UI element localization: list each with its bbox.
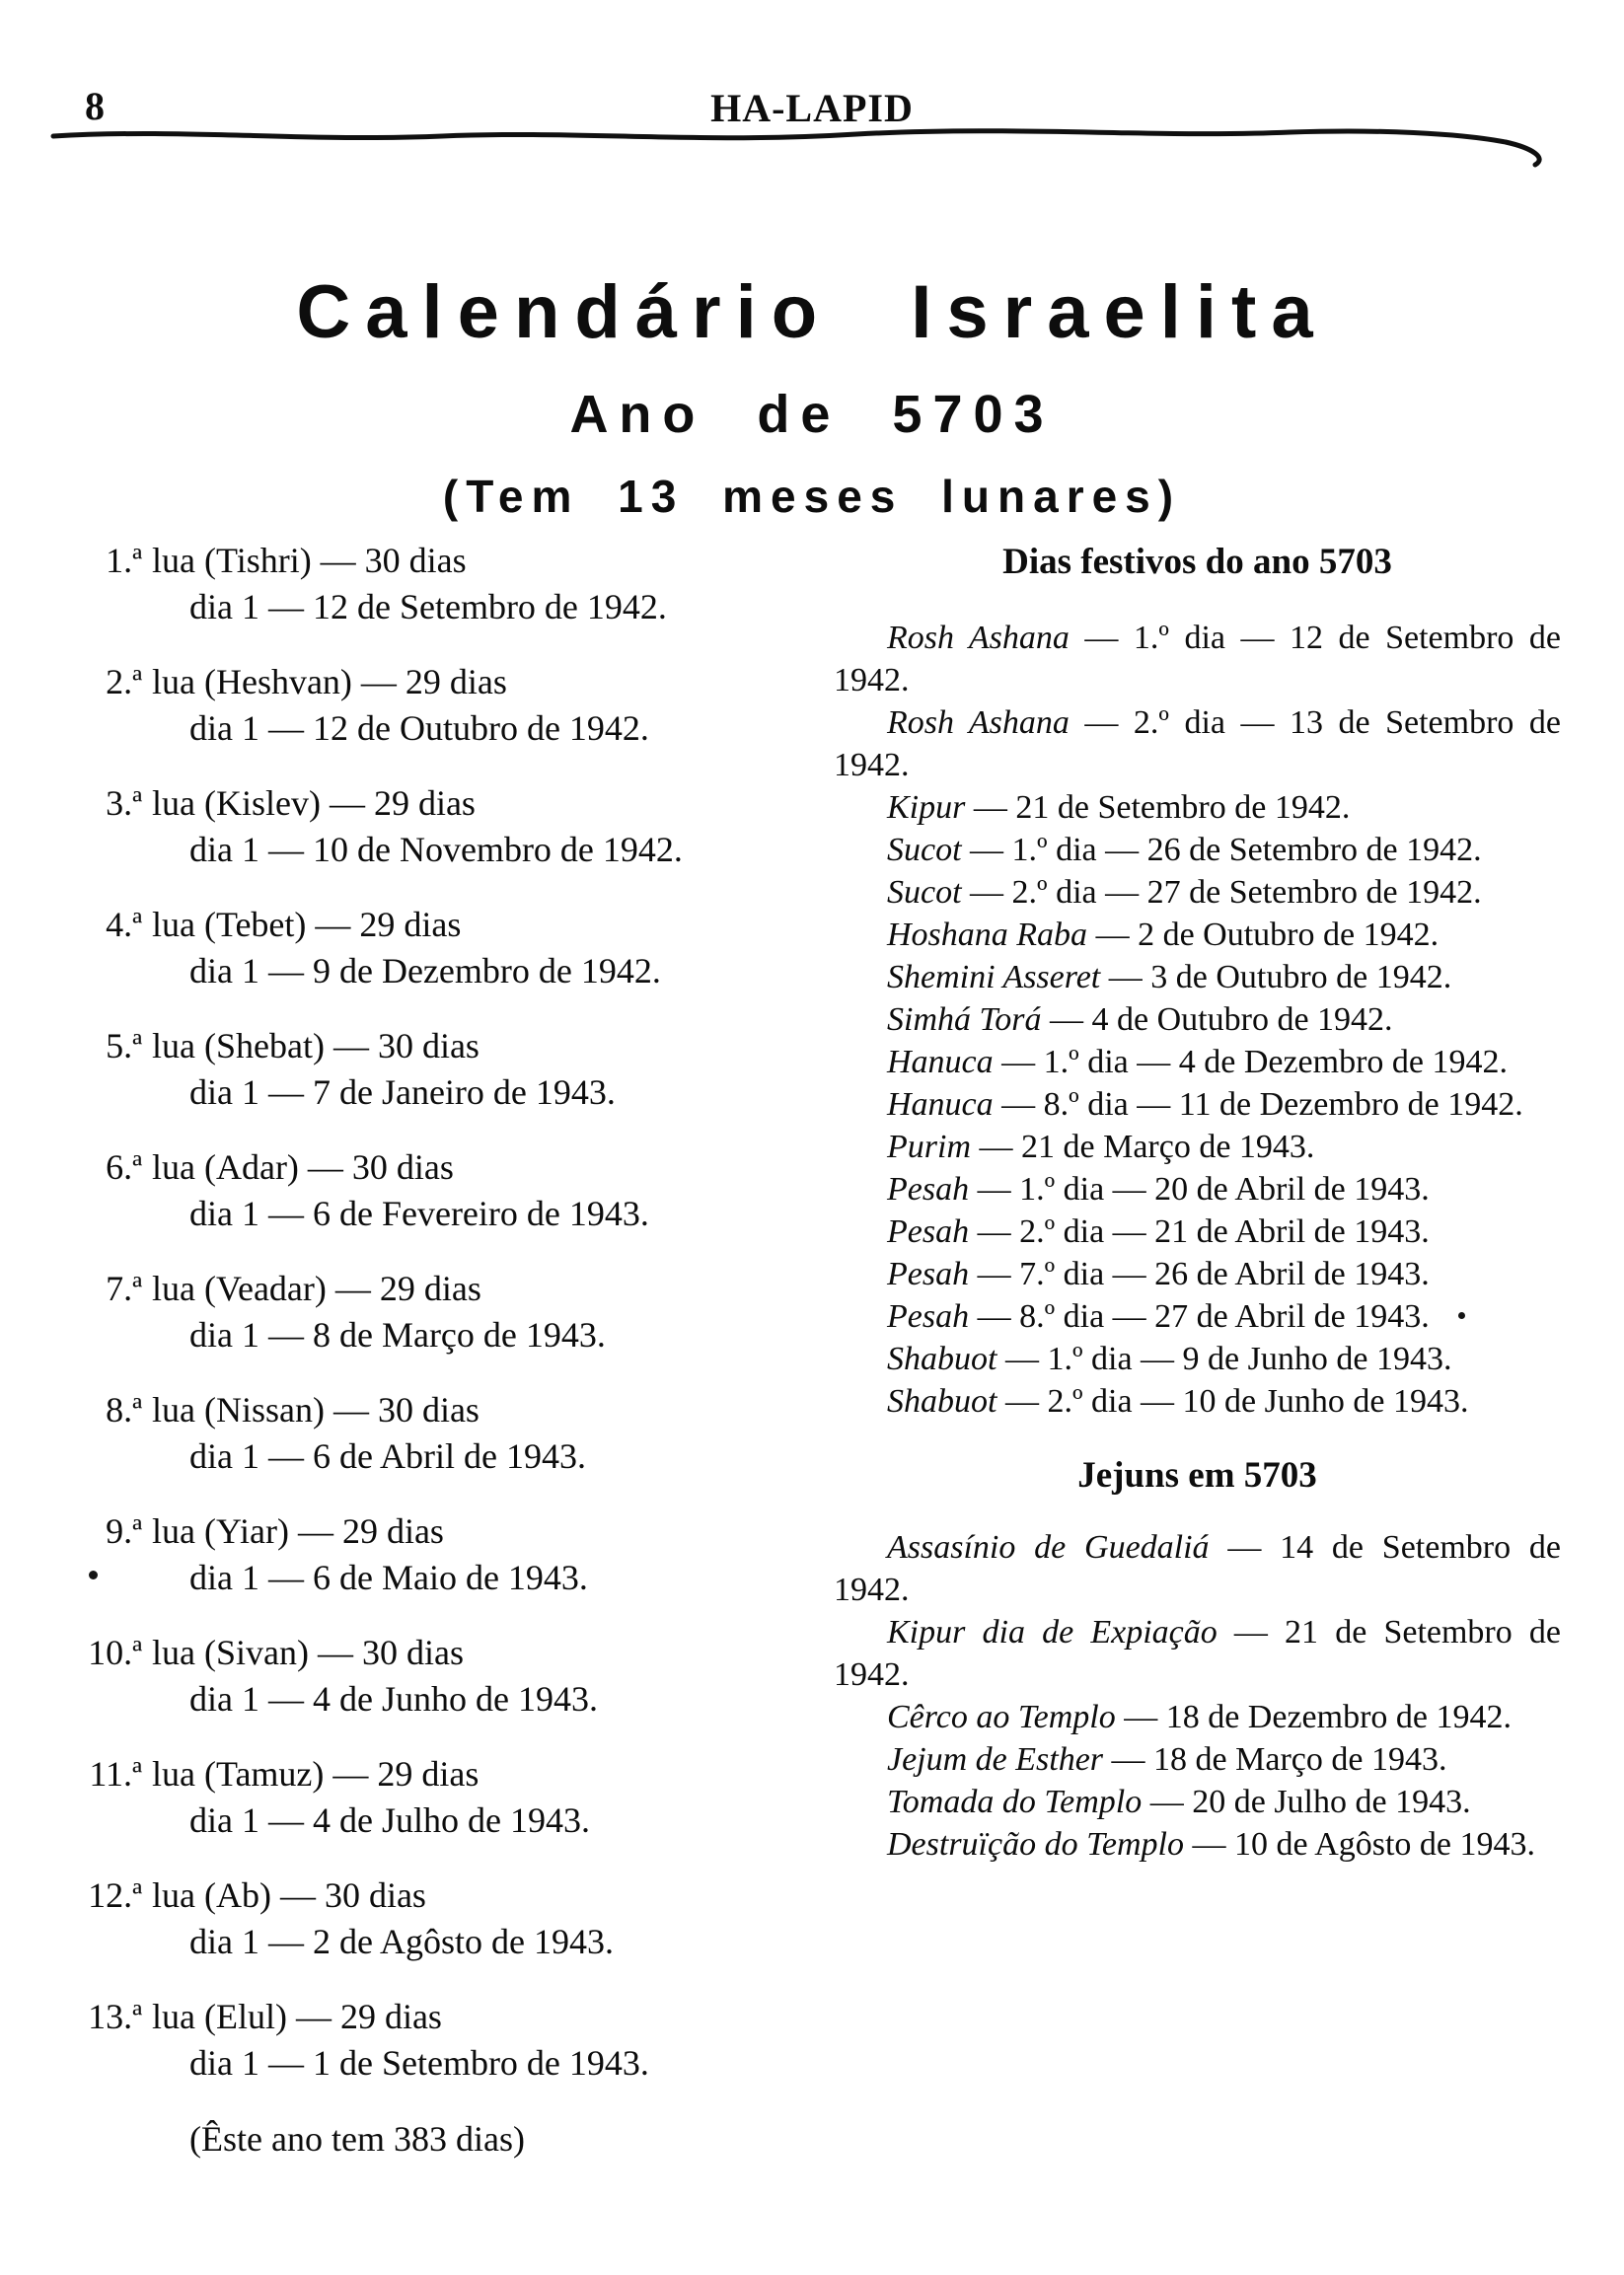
- month-head: lua (Tebet) — 29 dias: [152, 905, 462, 944]
- festival-item: [834, 617, 1561, 701]
- festival-name: Kipur: [887, 789, 966, 826]
- month-range: dia 1 — 6 de Fevereiro de 1943.: [189, 1194, 649, 1233]
- month-range: dia 1 — 7 de Janeiro de 1943.: [189, 1072, 616, 1112]
- month-range: dia 1 — 6 de Maio de 1943.: [189, 1558, 588, 1597]
- festival-item: [834, 1083, 1561, 1126]
- fast-detail: — 10 de Agôsto de 1943.: [1183, 1826, 1536, 1863]
- festival-name: Rosh Ashana: [887, 704, 1070, 741]
- festival-name: Pesah: [887, 1171, 970, 1208]
- fast-name: Assasínio de Guedaliá: [887, 1529, 1210, 1566]
- month-range: dia 1 — 12 de Outubro de 1942.: [189, 708, 649, 748]
- month-head: lua (Tamuz) — 29 dias: [152, 1754, 480, 1794]
- month-entry: [81, 1023, 720, 1116]
- month-entry: [81, 1387, 720, 1480]
- month-entry: [81, 1266, 720, 1358]
- festival-detail: — 4 de Outubro de 1942.: [1041, 1001, 1393, 1038]
- month-ordinal: 2.ª: [106, 662, 142, 701]
- month-head: lua (Sivan) — 30 dias: [152, 1633, 464, 1672]
- festivals-heading: Dias festivos do ano 5703: [1002, 542, 1392, 582]
- festival-name: Simhá Torá: [887, 1001, 1042, 1038]
- festival-detail: — 1.º dia — 9 de Junho de 1943.: [997, 1341, 1452, 1377]
- festival-detail: — 2.º dia — 10 de Junho de 1943.: [997, 1383, 1469, 1420]
- festival-name: Hoshana Raba: [887, 917, 1088, 953]
- month-ordinal: 7.ª: [106, 1269, 142, 1308]
- month-range: dia 1 — 2 de Agôsto de 1943.: [189, 1922, 614, 1961]
- header-rule: [47, 120, 1575, 172]
- festival-item: [834, 701, 1561, 786]
- month-ordinal: 12.ª: [88, 1875, 142, 1915]
- month-range: dia 1 — 1 de Setembro de 1943.: [189, 2043, 649, 2083]
- month-head: lua (Adar) — 30 dias: [152, 1147, 454, 1187]
- festival-item: [834, 1295, 1561, 1338]
- month-line1: [81, 1144, 720, 1191]
- month-range: dia 1 — 8 de Março de 1943.: [189, 1315, 606, 1355]
- page-number: 8: [85, 84, 105, 128]
- fast-detail: — 14 de Setembro de 1942.: [834, 1529, 1561, 1608]
- month-ordinal: 3.ª: [106, 783, 142, 823]
- festival-name: Shemini Asseret: [887, 959, 1101, 995]
- month-ordinal: 13.ª: [88, 1997, 142, 2036]
- festival-name: Shabuot: [887, 1383, 997, 1420]
- month-line1: [81, 1266, 720, 1312]
- month-line1: [81, 780, 720, 827]
- fast-detail: — 18 de Dezembro de 1942.: [1115, 1699, 1512, 1735]
- fasts-list: [834, 1526, 1561, 1866]
- month-range: dia 1 — 4 de Junho de 1943.: [189, 1679, 598, 1719]
- months-column: [81, 538, 720, 2198]
- festival-name: Sucot: [887, 874, 962, 911]
- month-line1: [81, 902, 720, 948]
- fast-item: [834, 1823, 1561, 1866]
- month-head: lua (Heshvan) — 29 dias: [152, 662, 507, 701]
- festival-item: [834, 1211, 1561, 1253]
- fast-name: Tomada do Templo: [887, 1784, 1143, 1820]
- festival-detail: — 1.º dia — 20 de Abril de 1943.: [969, 1171, 1430, 1208]
- month-ordinal: 8.ª: [106, 1390, 142, 1430]
- month-entry: [81, 1751, 720, 1844]
- month-entry: [81, 1144, 720, 1237]
- fast-item: [834, 1611, 1561, 1696]
- month-line1: [81, 538, 720, 584]
- festival-name: Rosh Ashana: [887, 620, 1070, 656]
- festival-detail: — 2 de Outubro de 1942.: [1087, 917, 1439, 953]
- festival-detail: — 21 de Março de 1943.: [971, 1129, 1315, 1165]
- month-range: dia 1 — 10 de Novembro de 1942.: [189, 830, 683, 869]
- month-ordinal: 10.ª: [88, 1633, 142, 1672]
- month-head: lua (Shebat) — 30 dias: [152, 1026, 480, 1065]
- festival-detail: — 8.º dia — 11 de Dezembro de 1942.: [993, 1086, 1523, 1123]
- month-line1: [81, 1630, 720, 1676]
- month-entry: [81, 1872, 720, 1965]
- festival-detail: — 1.º dia — 26 de Setembro de 1942.: [961, 832, 1482, 868]
- masthead-title: HA-LAPID: [710, 86, 914, 130]
- festival-item: [834, 1041, 1561, 1083]
- fast-name: Destruïção do Templo: [887, 1826, 1184, 1863]
- fast-name: Cêrco ao Templo: [887, 1699, 1116, 1735]
- scan-artifact-dot: [1458, 1312, 1465, 1319]
- festival-item: [834, 998, 1561, 1041]
- year-subtitle: Ano de 5703: [569, 384, 1055, 444]
- month-head: lua (Elul) — 29 dias: [152, 1997, 442, 2036]
- festival-detail: — 3 de Outubro de 1942.: [1100, 959, 1452, 995]
- festival-item: [834, 786, 1561, 829]
- festival-name: Pesah: [887, 1256, 970, 1292]
- month-entry: [81, 538, 720, 630]
- month-entry: [81, 1508, 720, 1601]
- festival-detail: — 1.º dia — 12 de Setembro de 1942.: [834, 620, 1561, 698]
- festival-detail: — 2.º dia — 13 de Setembro de 1942.: [834, 704, 1561, 783]
- month-head: lua (Yiar) — 29 dias: [152, 1511, 444, 1551]
- fasts-heading: Jejuns em 5703: [1077, 1455, 1317, 1496]
- fast-item: [834, 1781, 1561, 1823]
- fast-detail: — 20 de Julho de 1943.: [1142, 1784, 1471, 1820]
- month-range: dia 1 — 6 de Abril de 1943.: [189, 1436, 586, 1476]
- festival-item: [834, 1380, 1561, 1423]
- month-entry: [81, 902, 720, 994]
- festival-item: [834, 1253, 1561, 1295]
- fast-item: [834, 1696, 1561, 1738]
- page-title: Calendário Israelita: [296, 269, 1328, 354]
- months-list: [81, 538, 720, 2087]
- festival-name: Purim: [887, 1129, 971, 1165]
- festival-item: [834, 1126, 1561, 1168]
- month-ordinal: 9.ª: [106, 1511, 142, 1551]
- month-entry: [81, 1630, 720, 1723]
- month-ordinal: 4.ª: [106, 905, 142, 944]
- month-range: dia 1 — 9 de Dezembro de 1942.: [189, 951, 661, 991]
- fast-detail: — 18 de Março de 1943.: [1103, 1741, 1447, 1778]
- festival-item: [834, 1168, 1561, 1211]
- festival-detail: — 7.º dia — 26 de Abril de 1943.: [969, 1256, 1430, 1292]
- festival-detail: — 1.º dia — 4 de Dezembro de 1942.: [993, 1044, 1509, 1080]
- scan-artifact-dot: [89, 1571, 98, 1579]
- month-ordinal: 6.ª: [106, 1147, 142, 1187]
- festival-detail: — 2.º dia — 21 de Abril de 1943.: [969, 1213, 1430, 1250]
- festival-name: Pesah: [887, 1298, 970, 1335]
- month-head: lua (Kislev) — 29 dias: [152, 783, 476, 823]
- festivals-list: [834, 617, 1561, 1423]
- fast-name: Jejum de Esther: [887, 1741, 1104, 1778]
- festival-item: [834, 956, 1561, 998]
- month-line1: [81, 659, 720, 705]
- month-head: lua (Ab) — 30 dias: [152, 1875, 426, 1915]
- lunar-months-note: (Tem 13 meses lunares): [442, 471, 1182, 522]
- fast-item: [834, 1526, 1561, 1611]
- festival-detail: — 2.º dia — 27 de Setembro de 1942.: [961, 874, 1482, 911]
- month-line1: [81, 1387, 720, 1433]
- month-line1: [81, 1994, 720, 2040]
- month-head: lua (Tishri) — 30 dias: [152, 541, 467, 580]
- month-entry: [81, 659, 720, 752]
- festival-name: Hanuca: [887, 1086, 994, 1123]
- month-range: dia 1 — 4 de Julho de 1943.: [189, 1800, 590, 1840]
- festival-item: [834, 1338, 1561, 1380]
- year-days-note: (Êste ano tem 383 dias): [189, 2119, 525, 2159]
- month-ordinal: 1.ª: [106, 541, 142, 580]
- fast-detail: — 21 de Setembro de 1942.: [834, 1614, 1561, 1693]
- festival-item: [834, 914, 1561, 956]
- month-head: lua (Veadar) — 29 dias: [152, 1269, 481, 1308]
- month-head: lua (Nissan) — 30 dias: [152, 1390, 480, 1430]
- festivals-column: [834, 541, 1561, 1866]
- festival-name: Sucot: [887, 832, 962, 868]
- festival-name: Shabuot: [887, 1341, 997, 1377]
- festival-item: [834, 871, 1561, 914]
- month-ordinal: 11.ª: [89, 1754, 142, 1794]
- month-entry: [81, 780, 720, 873]
- fast-item: [834, 1738, 1561, 1781]
- festival-item: [834, 829, 1561, 871]
- month-line1: [81, 1508, 720, 1555]
- month-ordinal: 5.ª: [106, 1026, 142, 1065]
- month-line1: [81, 1872, 720, 1919]
- month-line1: [81, 1751, 720, 1798]
- fast-name: Kipur dia de Expiação: [887, 1614, 1218, 1651]
- festival-detail: — 21 de Setembro de 1942.: [965, 789, 1351, 826]
- month-range: dia 1 — 12 de Setembro de 1942.: [189, 587, 667, 626]
- month-entry: [81, 1994, 720, 2087]
- month-line1: [81, 1023, 720, 1069]
- festival-name: Hanuca: [887, 1044, 994, 1080]
- festival-name: Pesah: [887, 1213, 970, 1250]
- festival-detail: — 8.º dia — 27 de Abril de 1943.: [969, 1298, 1430, 1335]
